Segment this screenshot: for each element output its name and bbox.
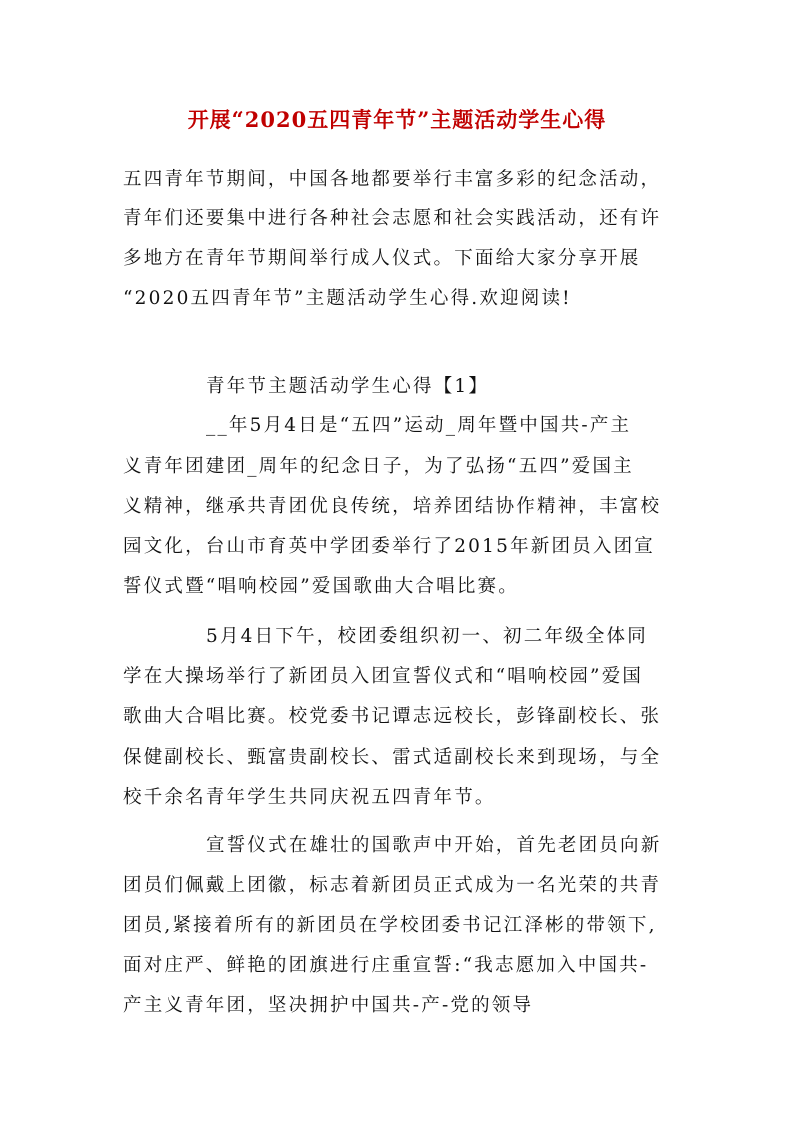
intro-line: 五四青年节期间，中国各地都要举行丰富多彩的纪念活动， xyxy=(123,169,662,190)
paragraph-line: 宣誓仪式在雄壮的国歌声中开始，首先老团员向新 xyxy=(206,835,662,856)
paragraph-line: 园文化，台山市育英中学团委举行了2015年新团员入团宣 xyxy=(123,536,655,557)
intro-line: 青年们还要集中进行各种社会志愿和社会实践活动，还有许 xyxy=(123,208,662,229)
document-title: 开展“2020五四青年节”主题活动学生心得 xyxy=(187,107,607,132)
paragraph-line: 团员们佩戴上团徽，标志着新团员正式成为一名光荣的共青 xyxy=(123,875,662,896)
paragraph-line: 歌曲大合唱比赛。校党委书记谭志远校长，彭锋副校长、张 xyxy=(123,706,662,727)
intro-line: “2020五四青年节”主题活动学生心得.欢迎阅读! xyxy=(123,288,572,309)
paragraph-line: 面对庄严、鲜艳的团旗进行庄重宣誓:“我志愿加入中国共- xyxy=(123,955,649,976)
paragraph-line: 义精神，继承共青团优良传统，培养团结协作精神，丰富校 xyxy=(123,496,662,517)
paragraph-line: 学在大操场举行了新团员入团宣誓仪式和“唱响校园”爱国 xyxy=(123,666,644,687)
paragraph-line: 5月4日下午，校团委组织初一、初二年级全体同 xyxy=(206,626,648,647)
paragraph-line: 团员,紧接着所有的新团员在学校团委书记江泽彬的带领下, xyxy=(123,915,657,936)
intro-line: 多地方在青年节期间举行成人仪式。下面给大家分享开展 xyxy=(123,248,641,269)
paragraph-line: 校千余名青年学生共同庆祝五四青年节。 xyxy=(123,787,496,808)
paragraph-line: 誓仪式暨“唱响校园”爱国歌曲大合唱比赛。 xyxy=(123,576,519,597)
paragraph-line: __年5月4日是“五四”运动_周年暨中国共-产主 xyxy=(206,415,632,436)
paragraph-line: 保健副校长、甄富贵副校长、雷式适副校长来到现场，与全 xyxy=(123,747,662,768)
paragraph-line: 产主义青年团，坚决拥护中国共-产-党的领导 xyxy=(123,995,534,1016)
paragraph-line: 义青年团建团_周年的纪念日子，为了弘扬“五四”爱国主 xyxy=(123,456,634,477)
section-heading: 青年节主题活动学生心得【1】 xyxy=(206,376,490,397)
